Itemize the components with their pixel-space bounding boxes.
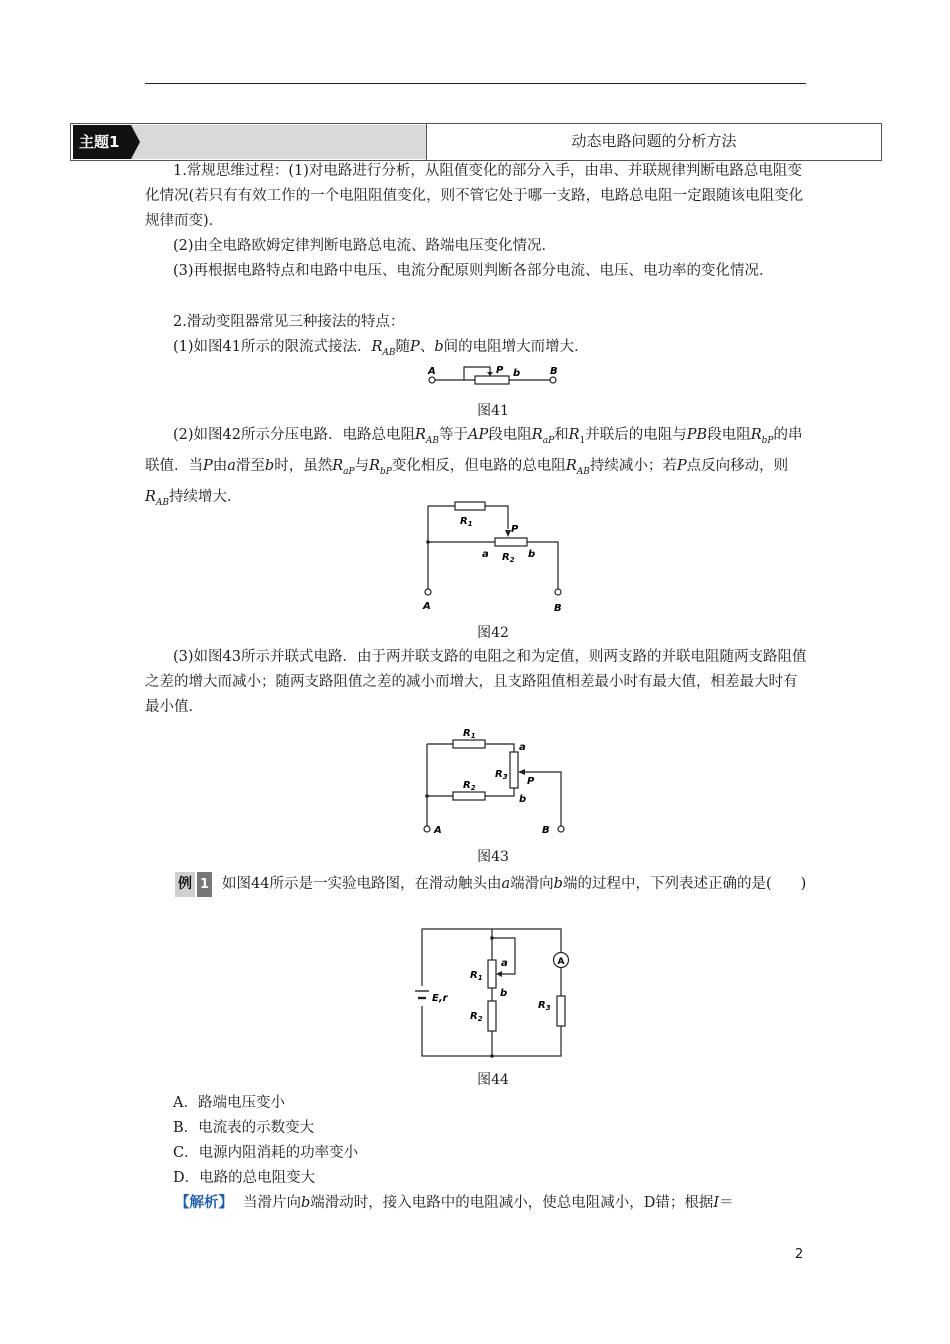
option-c: C．电源内阻消耗的功率变小 [173,1145,359,1161]
paragraph-3: (3)再根据电路特点和电路中电压、电流分配原则判断各部分电流、电压、电功率的变化情况． [173,263,774,279]
figure-42-caption: 图42 [477,625,509,641]
paragraph-4: 2.滑动变阻器常见三种接法的特点： [173,314,405,330]
paragraph-6: (2)如图42所示分压电路．电路总电阻$R_{AB}$等于AP段电阻$R_{aP}$和$R_1$并联后的电阻与PB段电阻$R_{bP}$的串联值．当P由a滑至b时，虽然$R_{aP}$与$R_{bP}$变化相反，但电路的总电阻$R_{AB}$持续减小；若P点反向移动，则$R_{AB}$持续增大． [145,427,803,508]
example-number: 1 [197,872,212,897]
figure-41-circuit [420,362,570,400]
fig41-label-B: B [550,366,558,377]
analysis-paragraph: 【解析】 当滑片向b端滑动时，接入电路中的电阻减小，使总电阻减小，D错；根据I＝ [175,1195,734,1211]
fig44-label-b: b [500,988,508,999]
option-d: D．电路的总电阻变大 [173,1170,316,1186]
analysis-label: 【解析】 [175,1195,233,1211]
topic-header [70,123,882,161]
fig41-label-A: A [428,366,436,377]
fig41-label-P: P [496,365,504,376]
fig44-label-a: a [501,958,508,969]
fig42-label-R1: $R_1$ [460,516,473,528]
example-badge: 例 [175,872,195,897]
figure-42-circuit [410,497,580,617]
header-gray-band [127,125,427,159]
figure-43-circuit [415,722,575,842]
fig42-label-b: b [528,549,536,560]
page-number: 2 [795,1247,804,1262]
fig44-label-R3: $R_3$ [538,1000,551,1012]
fig42-label-A: A [423,601,431,612]
fig42-label-a: a [482,549,489,560]
option-b: B．电流表的示数变大 [173,1120,315,1136]
fig43-label-a: a [519,742,526,753]
figure-44-circuit [410,926,575,1061]
topic-label: 主题1 [73,125,131,159]
fig44-label-R1: $R_1$ [470,970,483,982]
fig42-label-B: B [554,603,562,614]
figure-41-caption: 图41 [477,403,509,419]
paragraph-7: (3)如图43所示并联式电路．由于两并联支路的电阻之和为定值，则两支路的并联电阻随两支路阻值之差的增大而减小；随两支路阻值之差的减小而增大，且支路阻值相差最小时有最大值，相差最大时有最小值． [145,649,807,715]
fig44-label-source: E,r [432,993,448,1004]
topic-arrow-icon [131,125,140,159]
paragraph-5: (1)如图41所示的限流式接法．$R_{AB}$随P、b间的电阻增大而增大． [173,339,589,358]
figure-43-caption: 图43 [477,849,509,865]
fig44-label-R2: $R_2$ [470,1011,483,1023]
topic-title: 动态电路问题的分析方法 [571,132,737,150]
paragraph-1: 1.常规思维过程：(1)对电路进行分析，从阻值变化的部分入手，由串、并联规律判断电路总电阻变化情况(若只有有效工作的一个电阻阻值变化，则不管它处于哪一支路，电路总电阻一定跟随该电阻变化规律而变)． [145,163,804,229]
fig43-label-P: P [527,776,535,787]
fig42-label-P: P [511,524,519,535]
option-a: A．路端电压变小 [173,1095,285,1111]
fig43-label-B: B [542,825,550,836]
fig43-label-R3: $R_3$ [495,769,508,781]
figure-44-caption: 图44 [477,1072,509,1088]
paragraph-2: (2)由全电路欧姆定律判断电路总电流、路端电压变化情况． [173,238,557,254]
fig43-label-R1: $R_1$ [463,728,476,740]
fig43-label-b: b [519,794,527,805]
fig41-label-b: b [513,368,521,379]
fig43-label-R2: $R_2$ [463,780,476,792]
ammeter-icon: A [557,957,565,967]
fig43-label-A: A [434,825,442,836]
example-question: 例 1 如图44所示是一实验电路图，在滑动触头由a端滑向b端的过程中，下列表述正确的是( ) [145,872,810,897]
fig42-label-R2: $R_2$ [502,552,515,564]
header-rule [145,83,806,84]
